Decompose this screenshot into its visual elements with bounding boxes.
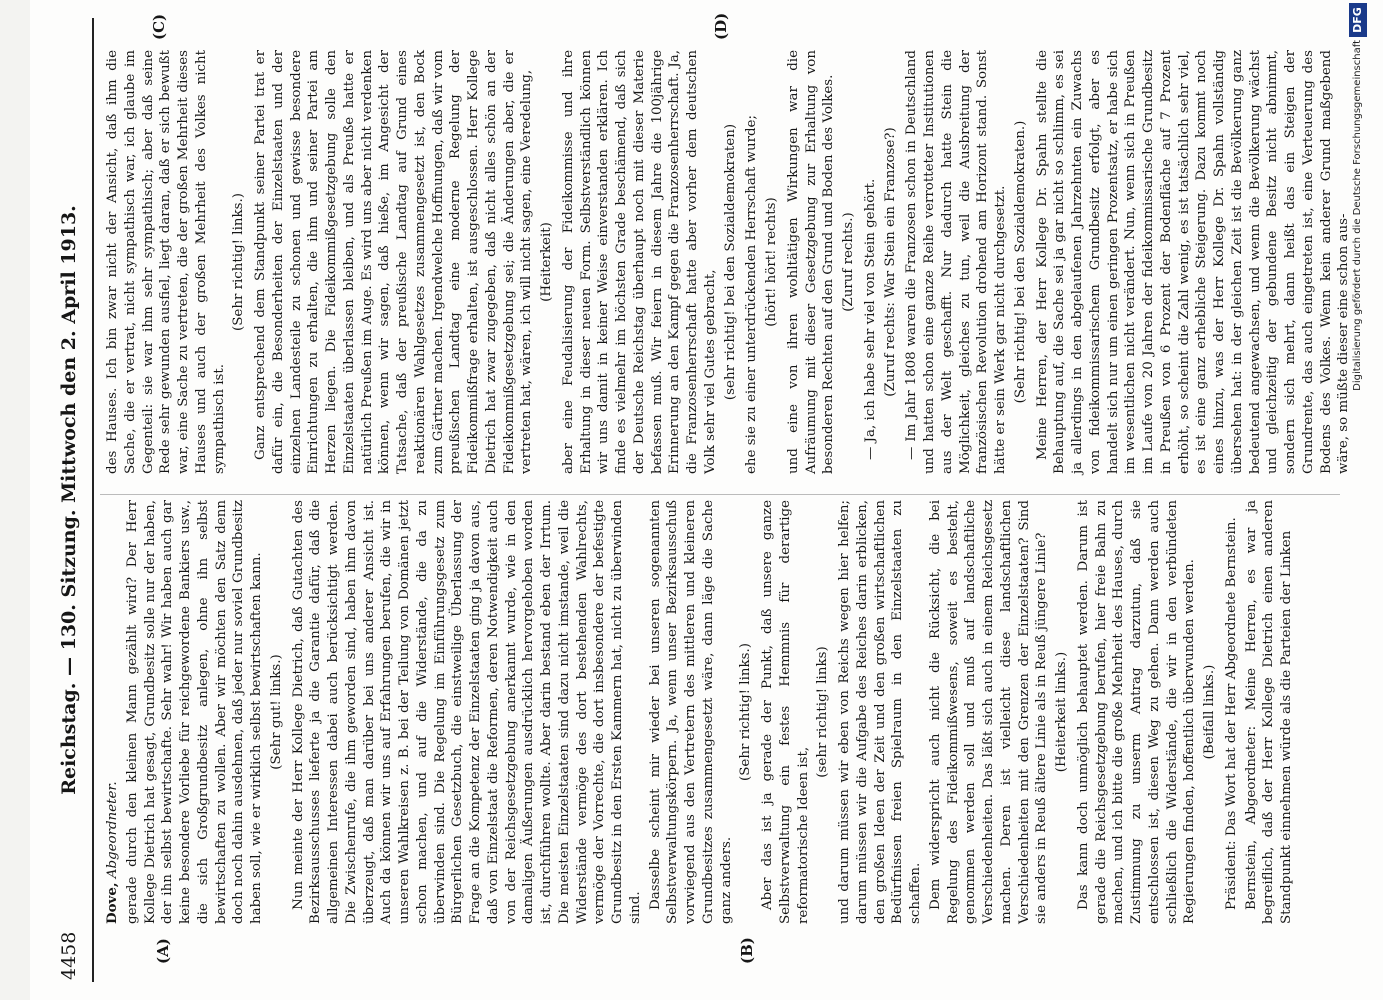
speaker-paragraph: Bernstein, Abgeordneter: Meine Herren, es war ja begreiflich, daß der Herr Kollege Dietrich einen anderen Standpunkt einnehmen würde als die Parteien der Linken [1243, 500, 1294, 924]
header-rule [92, 18, 94, 982]
interjection: (Heiterkeit) [539, 222, 554, 302]
interjection: (Sehr richtig! bei den Sozialdemokraten.) [1012, 120, 1028, 404]
margin-mark-a: (A) [154, 938, 172, 964]
paragraph: und darum müssen wir eben von Reichs wegen hier helfen; darum müssen wir die Aufgabe des Reiches darin erblicken, den großen Ideen der Zeit und den großen wirtschaftlichen Bedürfnissen freien Spielraum in den Einzelstaaten zu schaffen. [837, 500, 923, 924]
left-column [104, 500, 1334, 924]
dfg-logo: DFG [1349, 3, 1367, 37]
margin-mark-d: (D) [712, 12, 730, 40]
paragraph: Dasselbe scheint mir wieder bei unseren sogenannten Selbstverwaltungskörpern. Ja, wenn unser Bezirksausschuß vorwiegend aus den Vertretern des mittleren und kleineren Grundbesitzes zusammengesetzt wäre, dann läge die Sache ganz anders. [647, 500, 734, 924]
president-paragraph: Präsident: Das Wort hat der Herr Abgeordnete Bernstein. [1223, 517, 1239, 910]
paragraph: — Im Jahr 1808 waren die Franzosen schon in Deutschland und hatten schon eine ganze Reihe verrotteter Institutionen aus der Welt geschafft. Nur dadurch hatte Stein die Möglichkeit, gleiches zu tun, weil die Ausbreitung der französischen Revolution drohend am Horizont stand. Sonst hätte er sein Werk gar nicht durchgesetzt. [904, 50, 1008, 474]
digitization-credit: Digitalisierung gefördert durch die Deutsche Forschungsgemeinschaft [1352, 40, 1363, 391]
paragraph: Aber das ist ja gerade der Punkt, daß unsere ganze Selbstverwaltung ein festes Hemmnis für derartige reformatorische Ideen ist, [760, 500, 811, 924]
column-divider [100, 494, 1340, 495]
margin-mark-b: (B) [738, 937, 756, 964]
page-number: 4458 [58, 931, 80, 980]
right-column [104, 50, 1352, 474]
header-title: Reichstag. — 130. Sitzung. Mittwoch den 2. April 1913. [58, 205, 80, 795]
speaker-title: Abgeordneter. [105, 781, 120, 879]
interjection: (Sehr gut! links.) [268, 654, 284, 770]
interjection: (Sehr richtig! links.) [738, 643, 754, 781]
speaker-name: Dove, [104, 882, 120, 924]
paragraph: und eine von ihren wohltätigen Wirkungen war die Aufräumung mit dieser Gesetzgebung zur Erhaltung von besonderen Rechten auf den Grund und Boden des Volkes. [785, 50, 837, 474]
paragraph: Ganz entsprechend dem Standpunkt seiner Partei trat er dafür ein, die Besonderheiten der Einzelstaaten und der einzelnen Landesteile zu schonen und gewisse besondere Einrichtungen zu erhalten, die ihm und seiner Partei am Herzen liegen. Die Fideikommißgesetzgebung solle den Einzelstaaten überlassen bleiben, und als Preuße hatte er natürlich Preußen im Auge. Es wird uns aber nicht verdenken können, wenn wir sagen, daß hieße, im Angesicht der Tatsache, daß der preußische Landtag auf Grund eines reaktionären Wahlgesetzes zusammengesetzt ist, den Bock zum Gärtner machen. Irgendwelche Hoffnungen, daß wir vom preußischen Landtag eine moderne Regelung der Fideikommißfrage erhalten, ist ausgeschlossen. Herr Kollege Dietrich hat zwar zugegeben, daß nicht alles schön an der Fideikommißgesetzgebung sei; die Änderungen aber, die er vertreten hat, wären, ich will nicht sagen, eine Veredelung, [253, 50, 535, 474]
paragraph: aber eine Feudalisierung der Fideikommisse und ihre Erhaltung in dieser neuen Form. Selbstverständlich können wir uns damit in keiner Weise einverstanden erklären. Ich finde es vielmehr im höchsten Grade beschämend, daß sich der Deutsche Reichstag überhaupt noch mit dieser Materie befassen muß. Wir feiern in diesem Jahre die 100jährige Erinnerung an den Kampf gegen die Franzosenherrschaft. Ja, die Franzosenherrschaft hatte aber vorher dem deutschen Volk sehr viel Gutes gebracht, [560, 50, 718, 474]
scan-edge [0, 0, 30, 1000]
interjection: (Zuruf rechts: War Stein ein Franzose?) [882, 127, 898, 397]
speaker-heading [104, 500, 122, 924]
paragraph: — Ja, ich habe sehr viel von Stein gehört. [862, 178, 878, 460]
paragraph: Nun meinte der Herr Kollege Dietrich, daß Gutachten des Bezirksausschusses lieferte ja die Garantie dafür, daß die allgemeinen Interessen dabei auch berücksichtigt werden. Die Zwischenrufe, die ihm geworden sind, haben ihm davon überzeugt, daß man darüber bei uns anderer Ansicht ist. Auch da können wir uns auf Erfahrungen berufen, die wir in unseren Wahlkreisen z. B. bei der Teilung von Domänen jetzt schon machen, und auf die Widerstände, die da zu überwinden sind. Die Regelung im Einführungsgesetz zum Bürgerlichen Gesetzbuch, die einstweilige Überlassung der Frage an die Kompetenz der Einzelstaaten ging ja davon aus, daß von Einzelstaat die Reformen, deren Notwendigkeit auch von der Reichsgesetzgebung anerkannt wurde, wie in den damaligen Äußerungen ausdrücklich hervorgehoben worden ist, durchführen wollte. Aber darin bestand eben der Irrtum. Die meisten Einzelstaaten sind dazu nicht imstande, weil die Widerstände vermöge des dort bestehenden Wahlrechts, vermöge der Vorrechte, die dort insbesondere der befestigte Grundbesitz in den Ersten Kammern hat, nicht zu überwinden sind. [290, 500, 643, 924]
interjection: (hört! hört! rechts) [764, 197, 779, 327]
paragraph: Meine Herren, der Herr Kollege Dr. Spahn stellte die Behauptung auf, die Sache sei ja gar nicht so schlimm, es sei ja allerdings in den abgelaufenen Jahrzehnten ein Zuwachs von fideikommissarischem Grundbesitz erfolgt, aber es handelt sich nur um einen geringen Prozentsatz, er habe sich im wesentlichen nicht verändert. Nun, wenn sich in Preußen im Laufe von 20 Jahren der fideikommissarische Grundbesitz in Preußen von 6 Prozent der Bodenfläche auf 7 Prozent erhöht, so scheint die Zahl wenig, es ist tatsächlich sehr viel, es ist eine ganz erhebliche Steigerung. Dazu kommt noch eines hinzu, was der Herr Kollege Dr. Spahn vollständig übersehen hat: in der gleichen Zeit ist die Bevölkerung ganz bedeutend angewachsen, und wenn die Bevölkerung wächst und gleichzeitig der gebundene Besitz nicht abnimmt, sondern sich mehrt, dann heißt das ein Steigen der Grundrente, das auch eingetreten ist, eine Verteuerung des Bodens des Volkes. Wenn kein anderer Grund maßgebend wäre, so müßte dieser eine schon aus- [1034, 50, 1352, 474]
paragraph: gerade durch den kleinen Mann gezählt wird? Der Herr Kollege Dietrich hat gesagt, Grundbesitz solle nur der haben, der ihn selbst bewirtschafte. Sehr wahr! Wir haben auch gar keine besondere Vorliebe für reichgewordene Bankiers usw., die sich Großgrundbesitz anlegen, ohne ihn selbst bewirtschaften zu wollen. Aber wir möchten den Satz denn doch noch dahin ausdehnen, daß jeder nur soviel Grundbesitz haben soll, wie er wirklich selbst bewirtschaften kann. [124, 500, 264, 924]
margin-mark-c: (C) [150, 13, 168, 40]
interjection: (sehr richtig! links) [815, 646, 831, 778]
interjection: (Beifall links.) [1202, 664, 1217, 760]
paragraph: Dem widerspricht auch nicht die Rücksicht, die bei Regelung des Fideikommißwesens, soweit es besteht, genommen werden soll und muß auf landschaftliche Verschiedenheiten. Das läßt sich auch in einem Reichsgesetz machen. Deren ist vielleicht diese landschaftlichen Verschiedenheiten mit den Grenzen der Einzelstaaten? Sind sie anders in Reuß ältere Linie als in Reuß jüngere Linie? [927, 500, 1050, 924]
interjection: (Zuruf rechts.) [841, 212, 856, 312]
interjection: (sehr richtig! bei den Sozialdemokraten) [722, 123, 738, 401]
running-header [54, 20, 90, 980]
paragraph: Das kann doch unmöglich behauptet werden. Darum ist gerade die Reichsgesetzgebung berufen, hier freie Bahn zu machen, und ich bitte die große Mehrheit des Hauses, durch Zustimmung zu unserm Antrag darzutun, daß sie entschlossen ist, diesen Weg zu gehen. Dann werden auch schließlich die Widerstände, die wir in den verbündeten Regierungen finden, hoffentlich überwunden werden. [1075, 500, 1198, 924]
paragraph: des Hauses. Ich bin zwar nicht der Ansicht, daß ihm die Sache, die er vertrat, nicht sympathisch war, ich glaube im Gegenteil: sie war ihm sehr sympathisch; aber daß seine Rede sehr gewunden ausfiel, liegt daran, daß er sich bewußt war, eine Sache zu vertreten, die der großen Mehrheit dieses Hauses und auch der großen Mehrheit des Volkes nicht sympathisch ist. [105, 50, 227, 474]
interjection: (Heiterkeit links.) [1054, 651, 1069, 773]
paragraph: ehe sie zu einer unterdrückenden Herrschaft wurde; [744, 115, 760, 474]
interjection: (Sehr richtig! links.) [231, 193, 247, 331]
